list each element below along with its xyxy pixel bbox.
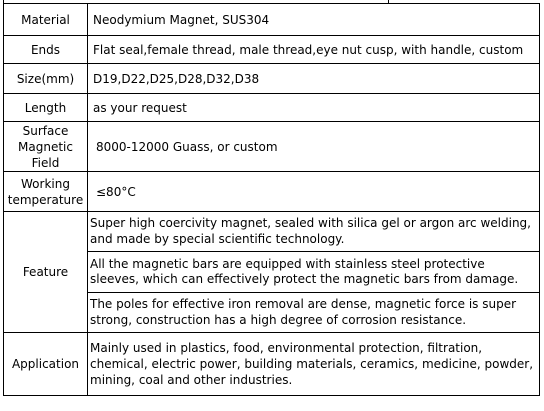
spec-value: ≤80°C xyxy=(88,172,540,212)
feature-item: The poles for effective iron removal are dense, magnetic force is super strong, construction has a high degree of corrosion resistance. xyxy=(88,293,540,333)
spec-label: Size(mm) xyxy=(4,64,88,94)
spec-value: D19,D22,D25,D28,D32,D38 xyxy=(88,64,540,94)
spec-value: Mainly used in plastics, food, environmental protection, filtration, chemical, electric power, building materials, ceramics, medicine, powder, mining, coal and other industries. xyxy=(88,333,540,396)
spec-row-feature-1 xyxy=(4,212,540,252)
spec-value: 8000-12000 Guass, or custom xyxy=(88,122,540,172)
spec-row-length xyxy=(4,94,540,122)
spec-label: Application xyxy=(4,333,88,396)
spec-label: Ends xyxy=(4,36,88,64)
spec-value: Flat seal,female thread, male thread,eye nut cusp, with handle, custom xyxy=(88,36,540,64)
spec-row-application xyxy=(4,333,540,396)
spec-label: Feature xyxy=(4,212,88,333)
spec-value: as your request xyxy=(88,94,540,122)
feature-item: Super high coercivity magnet, sealed with silica gel or argon arc welding, and made by special scientific technology. xyxy=(88,212,540,252)
product-spec-table xyxy=(3,3,540,396)
feature-item: All the magnetic bars are equipped with stainless steel protective sleeves, which can effectively protect the magnetic bars from damage. xyxy=(88,252,540,293)
spec-row-size xyxy=(4,64,540,94)
spec-label: Surface Magnetic Field xyxy=(4,122,88,172)
spec-label: Material xyxy=(4,4,88,36)
spec-row-working-temperature xyxy=(4,172,540,212)
spec-row-material xyxy=(4,4,540,36)
spec-row-surface-magnetic-field xyxy=(4,122,540,172)
spec-value: Neodymium Magnet, SUS304 xyxy=(88,4,540,36)
spec-label: Length xyxy=(4,94,88,122)
spec-label: Working temperature xyxy=(4,172,88,212)
spec-row-ends xyxy=(4,36,540,64)
